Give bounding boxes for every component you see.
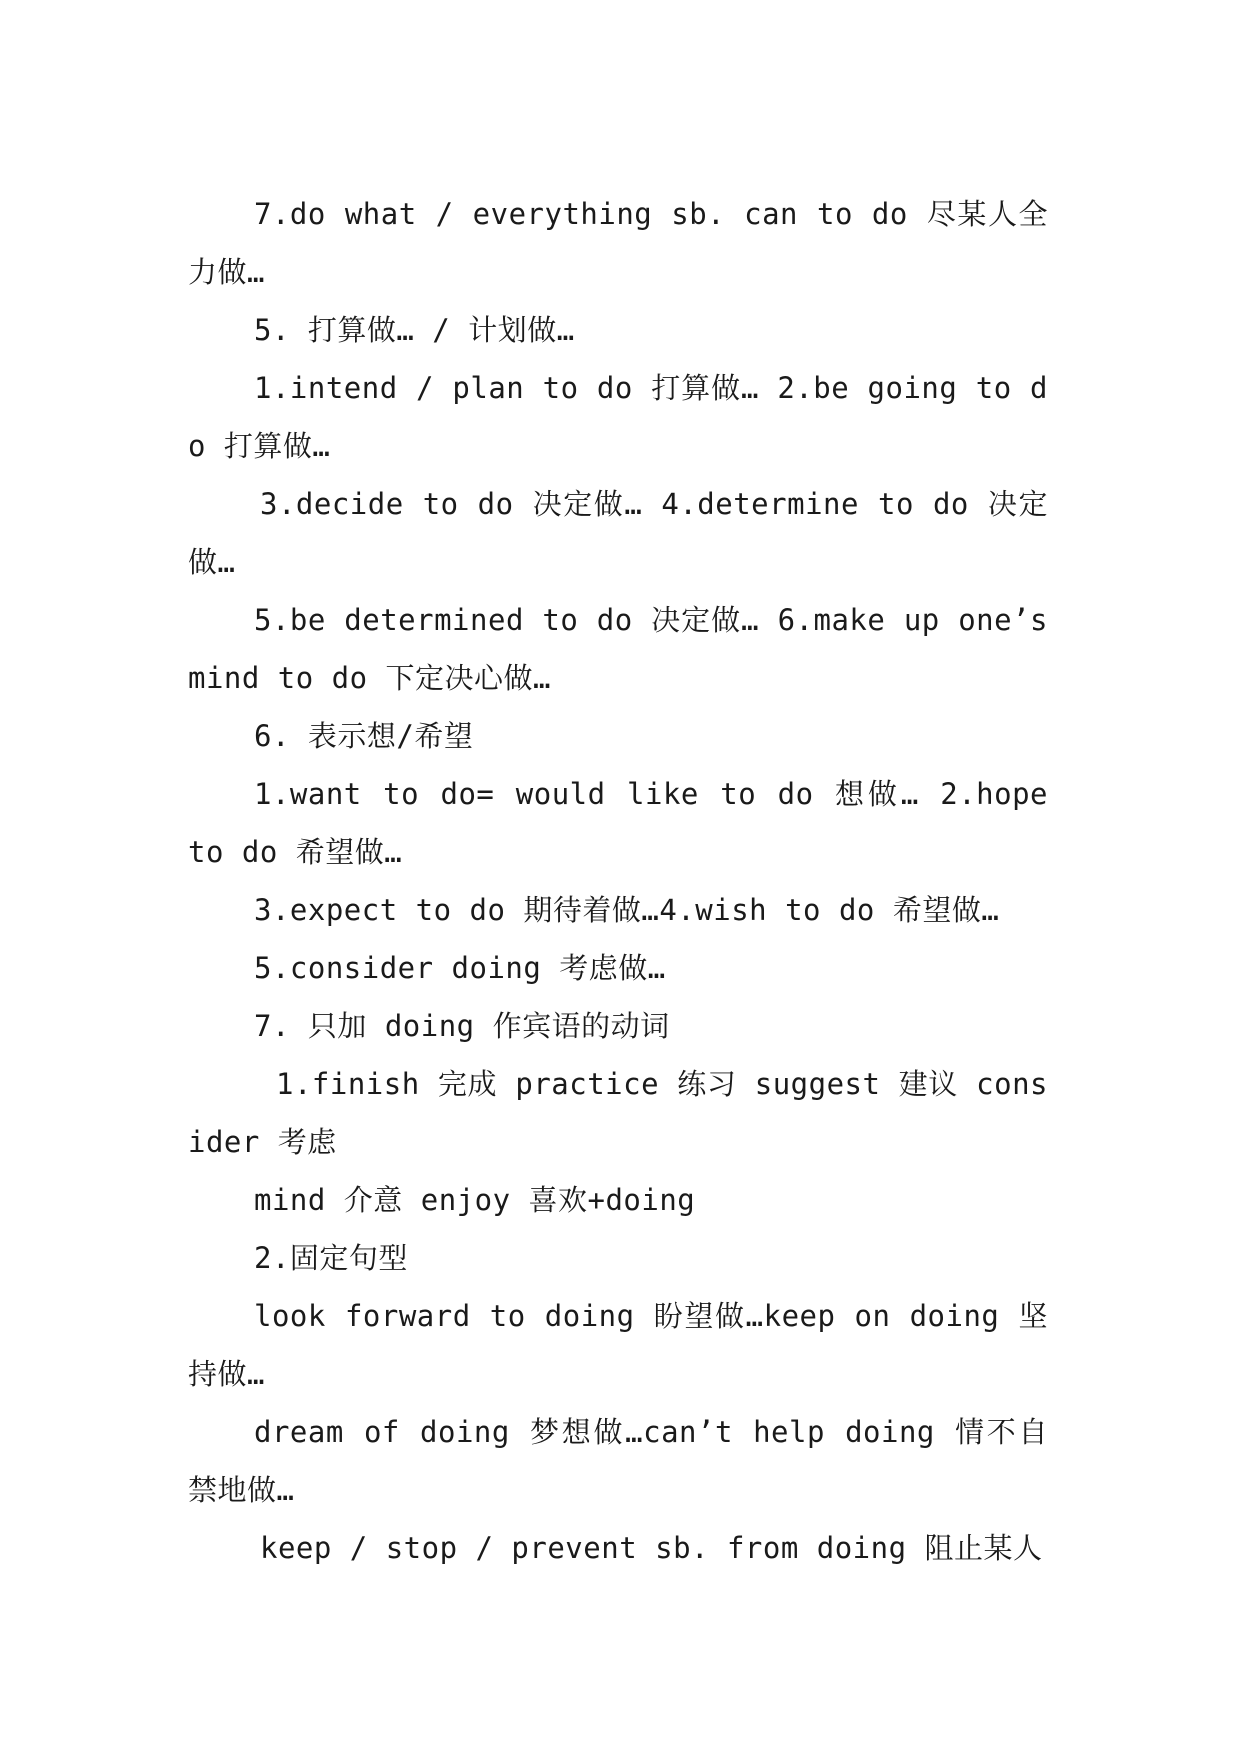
- paragraph-consider-doing: 5.consider doing 考虑做…: [254, 951, 666, 985]
- paragraph-dream-cant-help: dream of doing 梦想做…can’t help doing 情不自禁地做…: [188, 1415, 1048, 1507]
- paragraph-intend-plan: 1.intend / plan to do 打算做… 2.be going to do 打算做…: [188, 371, 1048, 463]
- heading-doing-object-verbs: 7. 只加 doing 作宾语的动词: [254, 1009, 670, 1043]
- paragraph-expect-wish: 3.expect to do 期待着做…4.wish to do 希望做…: [254, 893, 1000, 927]
- paragraph-finish-practice: 1.finish 完成 practice 练习 suggest 建议 consider 考虑: [188, 1067, 1048, 1159]
- heading-fixed-patterns: 2.固定句型: [254, 1241, 408, 1275]
- paragraph-want-hope: 1.want to do= would like to do 想做… 2.hope to do 希望做…: [188, 777, 1048, 869]
- paragraph-determined-make-up-mind: 5.be determined to do 决定做… 6.make up one’s mind to do 下定决心做…: [188, 603, 1048, 695]
- heading-want-hope: 6. 表示想/希望: [254, 719, 474, 753]
- heading-plan-to-do: 5. 打算做… / 计划做…: [254, 313, 575, 347]
- paragraph-look-forward-keep-on: look forward to doing 盼望做…keep on doing 坚持做…: [188, 1299, 1048, 1391]
- paragraph-keep-stop-prevent: keep / stop / prevent sb. from doing 阻止某人: [260, 1531, 1043, 1565]
- paragraph-mind-enjoy: mind 介意 enjoy 喜欢+doing: [254, 1183, 696, 1217]
- paragraph-decide-determine: 3.decide to do 决定做… 4.determine to do 决定做…: [188, 487, 1048, 579]
- paragraph-do-everything: 7.do what / everything sb. can to do 尽某人全力做…: [188, 197, 1048, 289]
